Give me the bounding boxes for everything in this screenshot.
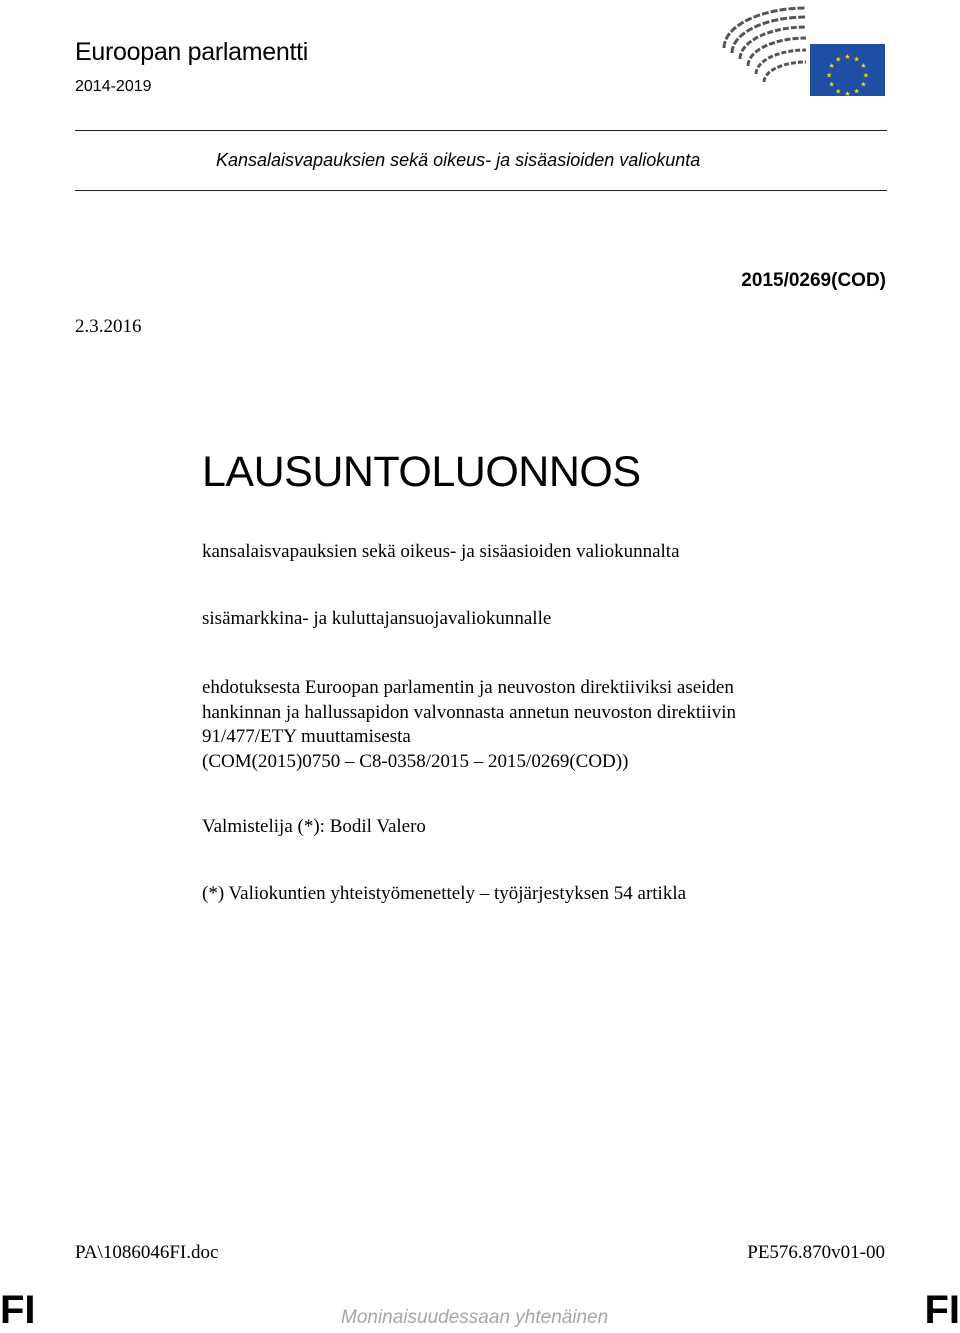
svg-text:★: ★ bbox=[825, 71, 833, 80]
subject-line: ehdotuksesta Euroopan parlamentin ja neuvoston direktiiviksi aseiden bbox=[202, 677, 734, 698]
language-code-right: FI bbox=[924, 1288, 960, 1332]
from-committee: kansalaisvapauksien sekä oikeus- ja sisäasioiden valiokunnalta bbox=[202, 541, 680, 562]
subject-line: 91/477/ETY muuttamisesta bbox=[202, 726, 411, 747]
eu-motto: Moninaisuudessaan yhtenäinen bbox=[341, 1307, 609, 1328]
procedure-note: (*) Valiokuntien yhteistyömenettely – työjärjestyksen 54 artikla bbox=[202, 883, 687, 904]
svg-text:★: ★ bbox=[828, 62, 835, 71]
pe-number: PE576.870v01-00 bbox=[747, 1242, 885, 1263]
hemicycle-arc bbox=[748, 38, 806, 66]
svg-text:★: ★ bbox=[828, 80, 835, 89]
hemicycle-arc bbox=[764, 62, 806, 82]
subject-line: (COM(2015)0750 – C8-0358/2015 – 2015/0269(COD)) bbox=[202, 750, 629, 772]
svg-text:★: ★ bbox=[835, 55, 842, 64]
svg-text:★: ★ bbox=[844, 53, 851, 61]
svg-text:★: ★ bbox=[835, 87, 842, 96]
svg-text:★: ★ bbox=[862, 71, 870, 80]
subject-block bbox=[202, 676, 736, 774]
rapporteur: Valmistelija (*): Bodil Valero bbox=[202, 816, 426, 837]
parliamentary-term: 2014-2019 bbox=[75, 78, 152, 95]
language-code-left: FI bbox=[0, 1288, 36, 1332]
header-rule bbox=[75, 190, 887, 191]
svg-text:★: ★ bbox=[860, 80, 867, 89]
document-file-name: PA\1086046FI.doc bbox=[75, 1242, 219, 1263]
procedure-reference: 2015/0269(COD) bbox=[741, 270, 886, 291]
header-rule bbox=[75, 130, 887, 131]
svg-text:★: ★ bbox=[860, 62, 867, 71]
to-committee: sisämarkkina- ja kuluttajansuojavaliokunnalle bbox=[202, 608, 552, 629]
svg-text:★: ★ bbox=[844, 90, 851, 98]
document-date: 2.3.2016 bbox=[75, 316, 142, 337]
svg-text:★: ★ bbox=[853, 55, 860, 64]
subject-line: hankinnan ja hallussapidon valvonnasta annetun neuvoston direktiivin bbox=[202, 701, 737, 723]
svg-text:★: ★ bbox=[853, 87, 860, 96]
european-parliament-logo-icon bbox=[722, 4, 887, 98]
committee-name: Kansalaisvapauksien sekä oikeus- ja sisäasioiden valiokunta bbox=[216, 150, 701, 170]
document-title: LAUSUNTOLUONNOS bbox=[202, 448, 641, 496]
organization-name: Euroopan parlamentti bbox=[75, 38, 309, 66]
eu-flag bbox=[810, 44, 885, 96]
